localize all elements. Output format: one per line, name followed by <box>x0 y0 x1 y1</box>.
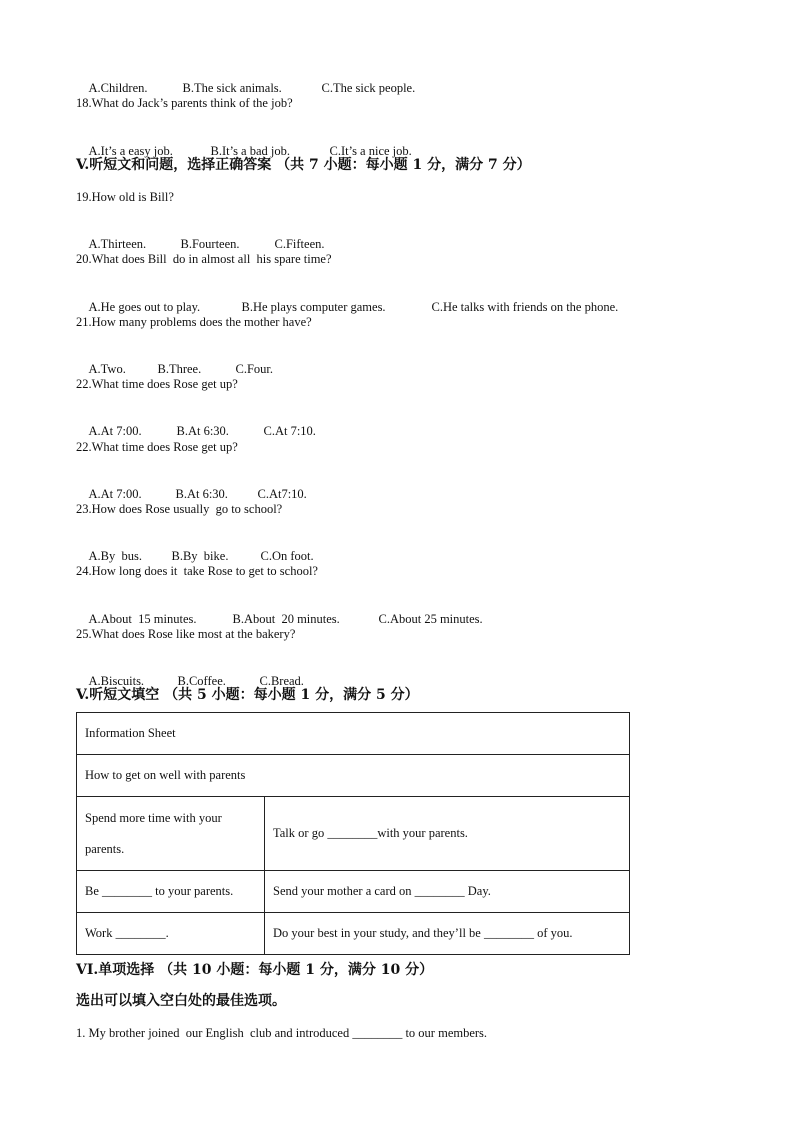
option-b: B.Coffee. <box>177 674 226 688</box>
option-a: A.Thirteen. <box>88 237 147 251</box>
option-b: B.Fourteen. <box>180 237 240 251</box>
option-b: B.Three. <box>157 362 202 376</box>
option-b: B.At 6:30. <box>175 487 228 501</box>
option-a: A.Two. <box>88 362 126 376</box>
table-title: Information Sheet <box>77 713 630 755</box>
question-21: 21.How many problems does the mother have? <box>76 315 312 329</box>
option-b: B.He plays computer games. <box>241 300 386 314</box>
option-c: C.Four. <box>235 362 274 376</box>
cell-text-line-2: parents. <box>85 841 125 856</box>
option-a: A.At 7:00. <box>88 487 142 501</box>
table-cell-r1-left <box>77 797 265 871</box>
question-24: 24.How long does it take Rose to get to school? <box>76 564 318 578</box>
option-c: C.The sick people. <box>321 81 416 95</box>
table-cell-r1-right: Talk or go ________with your parents. <box>265 797 630 871</box>
option-a: A.He goes out to play. <box>88 300 201 314</box>
option-a: A.It’s a easy job. <box>88 144 173 158</box>
question-23: 23.How does Rose usually go to school? <box>76 502 283 516</box>
question-20: 20.What does Bill do in almost all his spare time? <box>76 252 332 266</box>
table-cell-r3-right: Do your best in your study, and they’ll be ________ of you. <box>265 913 630 955</box>
option-b: B.About 20 minutes. <box>232 612 340 626</box>
option-c: C.He talks with friends on the phone. <box>431 300 619 314</box>
table-cell-r2-right: Send your mother a card on ________ Day. <box>265 871 630 913</box>
table-cell-r2-left: Be ________ to your parents. <box>77 871 265 913</box>
question-19: 19.How old is Bill? <box>76 190 174 204</box>
question-18: 18.What do Jack’s parents think of the job? <box>76 96 293 110</box>
option-b: B.It’s a bad job. <box>210 144 291 158</box>
section-heading-listening-fill: V.听短文填空 （共 5 小题：每小题 1 分，满分 5 分） <box>76 687 419 703</box>
table-cell-r3-left: Work ________. <box>77 913 265 955</box>
information-sheet-table <box>76 712 630 955</box>
option-c: C.Fifteen. <box>274 237 325 251</box>
option-c: C.On foot. <box>260 549 314 563</box>
option-b: B.By bike. <box>171 549 229 563</box>
option-c: C.At 7:10. <box>263 424 316 438</box>
table-subtitle: How to get on well with parents <box>77 755 630 797</box>
option-b: B.The sick animals. <box>182 81 282 95</box>
option-c: C.It’s a nice job. <box>329 144 412 158</box>
question-22a: 22.What time does Rose get up? <box>76 377 238 391</box>
section-heading-single-choice: VI.单项选择 （共 10 小题：每小题 1 分，满分 10 分） <box>76 962 434 978</box>
option-c: C.Bread. <box>259 674 304 688</box>
option-a: A.At 7:00. <box>88 424 142 438</box>
question-25: 25.What does Rose like most at the bakery? <box>76 627 296 641</box>
question-1: 1. My brother joined our English club and introduced ________ to our members. <box>76 1026 488 1040</box>
option-a: A.Children. <box>88 81 148 95</box>
cell-text-line-1: Spend more time with your <box>85 810 222 825</box>
option-a: A.Biscuits. <box>88 674 145 688</box>
option-c: C.About 25 minutes. <box>378 612 483 626</box>
section-heading-listening-choice: V.听短文和问题，选择正确答案 （共 7 小题：每小题 1 分，满分 7 分） <box>76 157 531 173</box>
option-a: A.About 15 minutes. <box>88 612 197 626</box>
option-b: B.At 6:30. <box>176 424 229 438</box>
option-c: C.At7:10. <box>257 487 307 501</box>
section-instruction: 选出可以填入空白处的最佳选项。 <box>76 993 286 1009</box>
question-22b: 22.What time does Rose get up? <box>76 440 238 454</box>
option-a: A.By bus. <box>88 549 142 563</box>
